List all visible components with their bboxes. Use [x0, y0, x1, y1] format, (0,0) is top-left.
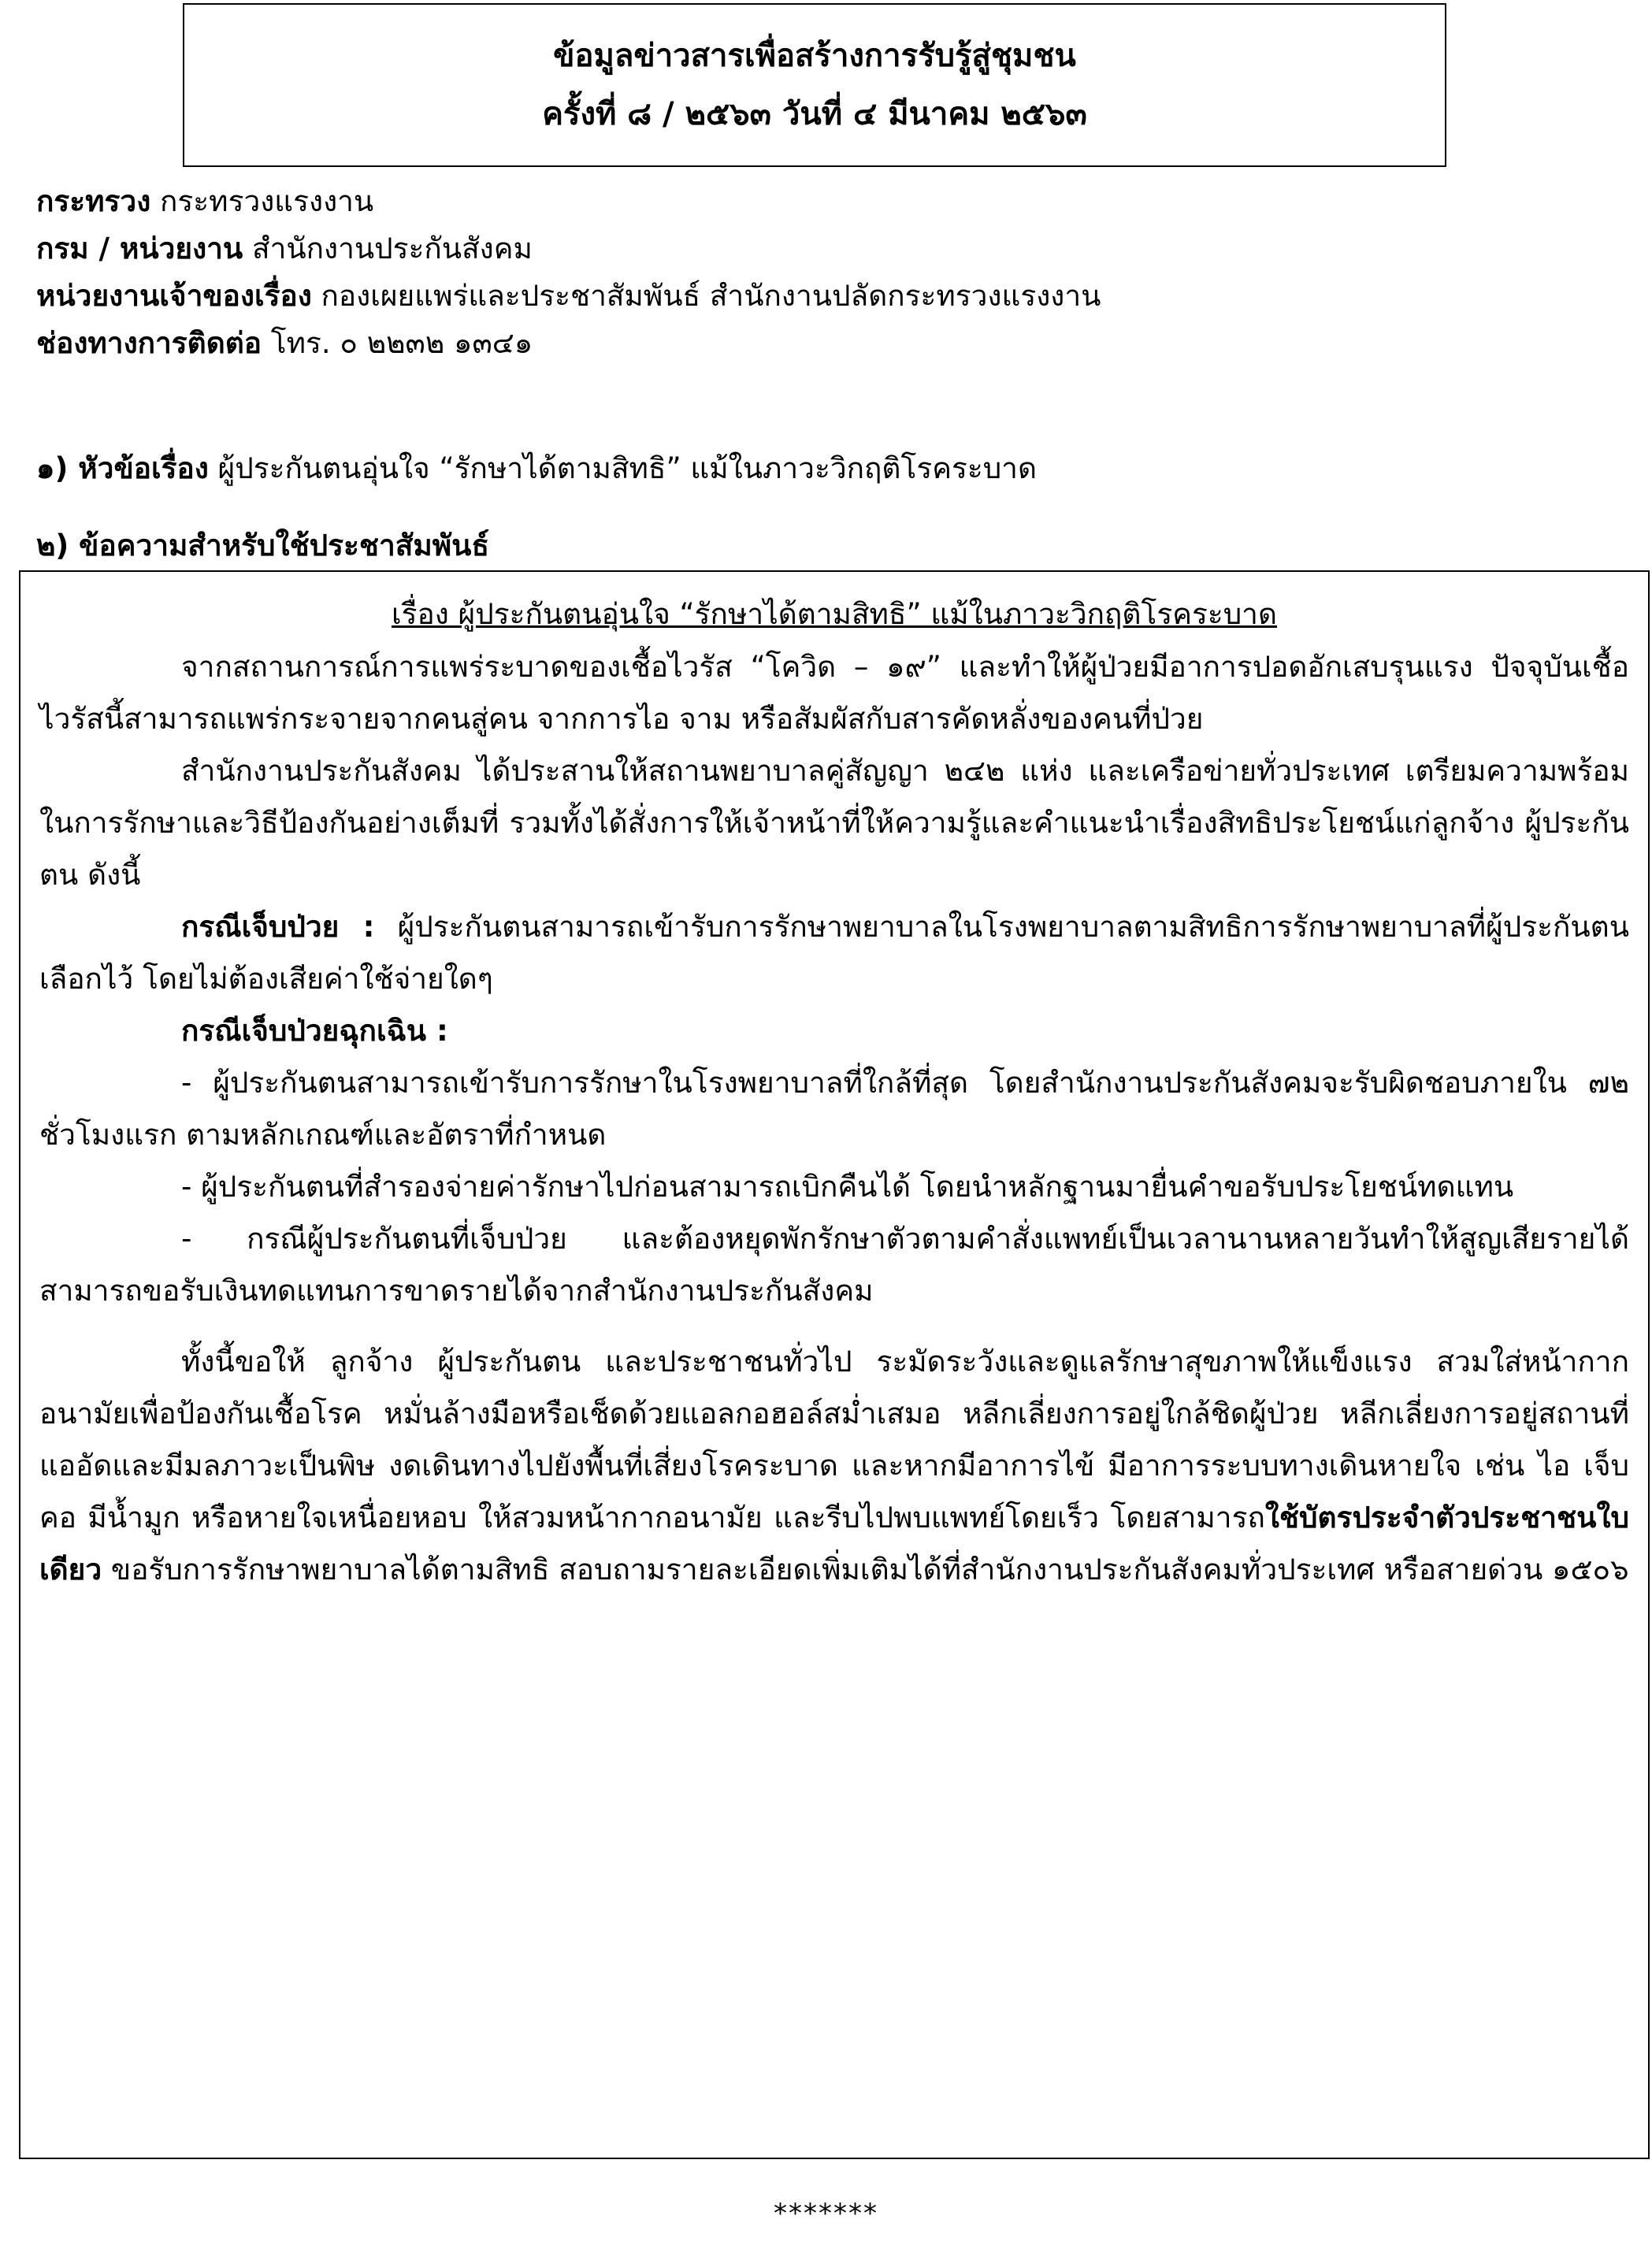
- meta-block: [36, 178, 1612, 367]
- owner-row: [36, 273, 1612, 320]
- contact-row: [36, 320, 1612, 367]
- owner-label: หน่วยงานเจ้าของเรื่อง: [36, 279, 312, 313]
- emergency-bullet-1: - ผู้ประกันตนสามารถเข้ารับการรักษาในโรงพยาบาลที่ใกล้ที่สุด โดยสำนักงานประกันสังคมจะรับผิดชอบภายใน ๗๒ ชั่วโมงแรก ตามหลักเกณฑ์และอัตราที่กำหนด: [39, 1066, 1629, 1152]
- advice-text-b: ขอรับการรักษาพยาบาลได้ตามสิทธิ สอบถามรายละเอียดเพิ่มเติมได้ที่สำนักงานประกันสังคมทั่วประเทศ หรือสายด่วน ๑๕๐๖: [102, 1553, 1629, 1586]
- title-box: [183, 3, 1446, 167]
- paragraph-preparation: สำนักงานประกันสังคม ได้ประสานให้สถานพยาบาลคู่สัญญา ๒๔๒ แห่ง และเครือข่ายทั่วประเทศ เตรียมความพร้อมในการรักษาและวิธีป้องกันอย่างเต็มที่ รวมทั้งได้สั่งการให้เจ้าหน้าที่ให้ความรู้และคำแนะนำเรื่องสิทธิประโยชน์แก่ลูกจ้าง ผู้ประกันตน ดังนี้: [39, 754, 1629, 892]
- department-row: [36, 225, 1612, 273]
- contact-value: โทร. ๐ ๒๒๓๒ ๑๓๔๑: [270, 326, 533, 360]
- illness-label: กรณีเจ็บป่วย :: [181, 910, 375, 944]
- emergency-bullet-3: - กรณีผู้ประกันตนที่เจ็บป่วย และต้องหยุดพักรักษาตัวตามคำสั่งแพทย์เป็นเวลานานหลายวันทำให้สูญเสียรายได้ สามารถขอรับเงินทดแทนการขาดรายได้จากสำนักงานประกันสังคม: [39, 1222, 1629, 1308]
- paragraph-illness: [39, 901, 1629, 1005]
- section-1-value: ผู้ประกันตนอุ่นใจ “รักษาได้ตามสิทธิ” แม้ในภาวะวิกฤติโรคระบาด: [217, 451, 1037, 485]
- article-headline: เรื่อง ผู้ประกันตนอุ่นใจ “รักษาได้ตามสิทธิ” แม้ในภาวะวิกฤติโรคระบาด: [391, 597, 1277, 631]
- footer-mark: *******: [774, 2198, 878, 2229]
- illness-text: ผู้ประกันตนสามารถเข้ารับการรักษาพยาบาลในโรงพยาบาลตามสิทธิการรักษาพยาบาลที่ผู้ประกันตนเลือกไว้ โดยไม่ต้องเสียค่าใช้จ่ายใดๆ: [39, 910, 1629, 996]
- section-1-label: ๑) หัวข้อเรื่อง: [36, 451, 209, 485]
- ministry-value: กระทรวงแรงงาน: [160, 184, 374, 218]
- section-1-row: [36, 445, 1037, 492]
- paragraph-advice: [39, 1336, 1629, 1596]
- ministry-label: กระทรวง: [36, 184, 151, 218]
- ministry-row: [36, 178, 1612, 225]
- section-2-label: ๒) ข้อความสำหรับใช้ประชาสัมพันธ์: [36, 529, 490, 562]
- advice-text-a: ทั้งนี้ขอให้ ลูกจ้าง ผู้ประกันตน และประชาชนทั่วไป ระมัดระวังและดูแลรักษาสุขภาพให้แข็งแรง สวมใส่หน้ากากอนามัยเพื่อป้องกันเชื้อโรค หมั่นล้างมือหรือเช็ดด้วยแอลกอฮอล์สม่ำเสมอ หลีกเลี่ยงการอยู่ใกล้ชิดผู้ป่วย หลีกเลี่ยงการอยู่สถานที่แออัดและมีมลภาวะเป็นพิษ งดเดินทางไปยังพื้นที่เสี่ยงโรคระบาด และหากมีอาการไข้ มีอาการระบบทางเดินหายใจ เช่น ไอ เจ็บคอ มีน้ำมูก หรือหายใจเหนื่อยหอบ ให้สวมหน้ากากอนามัย และรีบไปพบแพทย์โดยเร็ว โดยสามารถ: [39, 1345, 1629, 1534]
- paragraph-situation: จากสถานการณ์การแพร่ระบาดของเชื้อไวรัส “โควิด – ๑๙” และทำให้ผู้ป่วยมีอาการปอดอักเสบรุนแรง ปัจจุบันเชื้อไวรัสนี้สามารถแพร่กระจายจากคนสู่คน จากการไอ จาม หรือสัมผัสกับสารคัดหลั่งของคนที่ป่วย: [39, 650, 1629, 736]
- department-label: กรม / หน่วยงาน: [36, 232, 243, 265]
- emergency-bullet-2: - ผู้ประกันตนที่สำรองจ่ายค่ารักษาไปก่อนสามารถเบิกคืนได้ โดยนำหลักฐานมายื่นคำขอรับประโยชน์ทดแทน: [181, 1170, 1514, 1204]
- emergency-label: กรณีเจ็บป่วยฉุกเฉิน :: [181, 1014, 448, 1048]
- department-value: สำนักงานประกันสังคม: [251, 232, 533, 265]
- owner-value: กองเผยแพร่และประชาสัมพันธ์ สำนักงานปลัดกระทรวงแรงงาน: [321, 279, 1101, 313]
- article-box: [19, 570, 1650, 2159]
- issue-line: ครั้งที่ ๘ / ๒๕๖๓ วันที่ ๔ มีนาคม ๒๕๖๓: [542, 96, 1087, 132]
- contact-label: ช่องทางการติดต่อ: [36, 326, 262, 360]
- advice-id-card: ใช้บัตรประจำตัวประชาชนใบเดียว: [39, 1501, 1629, 1586]
- document-title: ข้อมูลข่าวสารเพื่อสร้างการรับรู้สู่ชุมชน: [553, 38, 1076, 74]
